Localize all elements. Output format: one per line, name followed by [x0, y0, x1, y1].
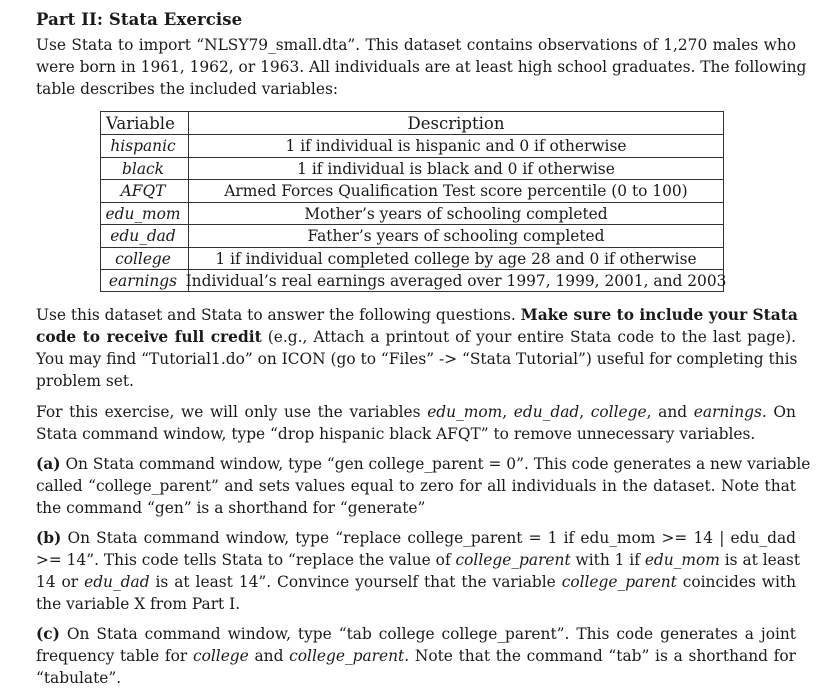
part-a-label: (a) [36, 455, 61, 473]
table-row [100, 180, 724, 202]
part-c-line-3: “tabulate”. [36, 669, 122, 687]
table-row [100, 158, 724, 179]
exercise-scope-line-1: For this exercise, we will only use the variables edu_mom, edu_dad, college, and earnings. On [36, 403, 796, 421]
section-heading: Part II: Stata Exercise [36, 10, 243, 29]
table-row [100, 225, 724, 247]
part-b-line-1: (b) On Stata command window, type “replace college_parent = 1 if edu_mom >= 14 | edu_dad [36, 529, 796, 547]
intro-line-1: Use Stata to import “NLSY79_small.dta”. This dataset contains observations of 1,270 males who [36, 36, 796, 54]
variable-name: college [115, 249, 171, 268]
exercise-scope-line-2: Stata command window, type “drop hispanic black AFQT” to remove unnecessary variables. [36, 425, 756, 443]
variable-name: AFQT [120, 182, 166, 200]
table-row [100, 270, 727, 291]
part-b-line-2: >= 14”. This code tells Stata to “replace the value of college_parent with 1 if edu_mom is at least [36, 551, 801, 569]
variables-table [100, 111, 727, 292]
variable-name: earnings [108, 271, 178, 290]
header-variable: Variable [106, 113, 175, 133]
variable-description: 1 if individual is hispanic and 0 if otherwise [285, 137, 627, 155]
intro-line-3: table describes the included variables: [36, 80, 339, 98]
variable-name: hispanic [110, 137, 176, 155]
variable-description: 1 if individual completed college by age 28 and 0 if otherwise [215, 249, 697, 268]
variable-description: Individual’s real earnings averaged over 1997, 1999, 2001, and 2003 [185, 271, 727, 290]
header-description: Description [407, 113, 505, 133]
part-a-line-1: (a) On Stata command window, type “gen college_parent = 0”. This code generates a new variable [36, 455, 811, 473]
part-b-label: (b) [36, 529, 62, 547]
part-a-line-3: the command “gen” is a shorthand for “generate” [36, 499, 426, 517]
instructions-line-3: You may find “Tutorial1.do” on ICON (go to “Files” -> “Stata Tutorial”) useful for completing this [36, 350, 798, 368]
variable-description: Father’s years of schooling completed [307, 227, 605, 245]
variable-description: Armed Forces Qualification Test score percentile (0 to 100) [224, 182, 688, 200]
part-c-label: (c) [36, 625, 60, 643]
part-c-line-1: (c) On Stata command window, type “tab college college_parent”. This code generates a joint [36, 625, 796, 643]
instructions-line-2: code to receive full credit (e.g., Attach a printout of your entire Stata code to the last page). [36, 328, 797, 346]
instructions-line-1: Use this dataset and Stata to answer the following questions. Make sure to include your Stata [36, 306, 798, 324]
table-row [100, 248, 724, 269]
variable-description: Mother’s years of schooling completed [304, 204, 608, 223]
table-header-row [100, 112, 724, 134]
variable-name: edu_dad [110, 227, 176, 245]
variable-description: 1 if individual is black and 0 if otherwise [297, 159, 615, 178]
table-row [100, 203, 724, 224]
part-b-line-3: 14 or edu_dad is at least 14”. Convince yourself that the variable college_parent coincides with [36, 573, 796, 591]
part-b-line-4: the variable X from Part I. [36, 595, 241, 613]
instructions-line-4: problem set. [36, 372, 134, 390]
variable-name: black [122, 159, 164, 178]
variable-name: edu_mom [105, 204, 181, 223]
intro-line-2: were born in 1961, 1962, or 1963. All individuals are at least high school graduates. The following [36, 58, 807, 76]
part-a-line-2: called “college_parent” and sets values equal to zero for all individuals in the dataset. Note that [36, 477, 796, 495]
table-row [100, 135, 724, 157]
part-c-line-2: frequency table for college and college_parent. Note that the command “tab” is a shorthand for [36, 647, 796, 665]
